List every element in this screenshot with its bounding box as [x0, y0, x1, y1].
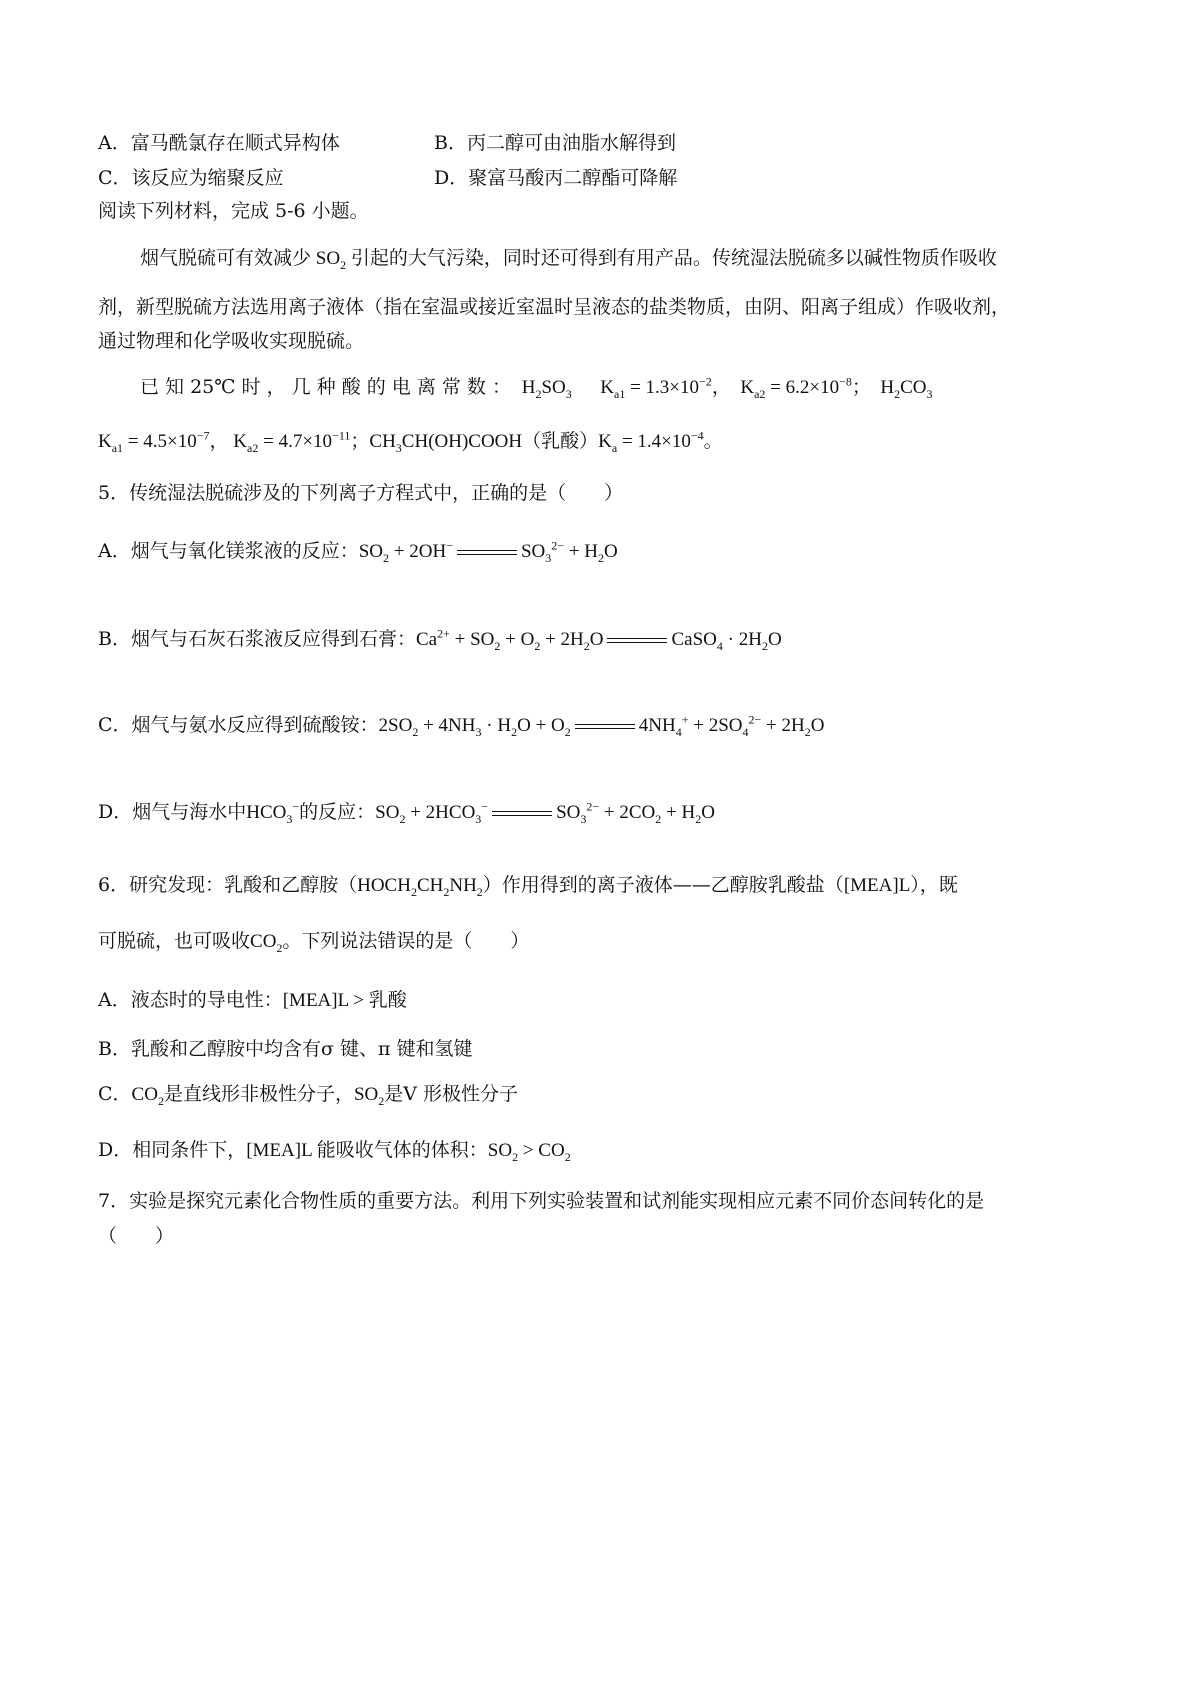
- q7-stem: 7．实验是探究元素化合物性质的重要方法。利用下列实验装置和试剂能实现相应元素不同价态间转化的是: [98, 1190, 985, 1212]
- formula-hco3: $HCO_3^-$: [246, 799, 300, 826]
- reading-intro: 阅读下列材料，完成 5-6 小题。: [98, 200, 369, 222]
- equation-d: $SO_2 + 2HCO_3^-$ $SO_3^{2-} + 2CO_2 + H_2O$: [375, 799, 715, 826]
- option-text: D．烟气与海水中: [98, 801, 247, 823]
- formula-co2: $CO_2$: [131, 1084, 164, 1108]
- separator: ；: [851, 376, 871, 398]
- stem-text: ），既: [910, 874, 958, 896]
- passage-text: 已 知 25℃ 时 ， 几 种 酸 的 电 离 常 数 ：: [140, 376, 511, 398]
- formula-so2: $SO_2$: [311, 248, 347, 272]
- q4-option-b: B．丙二醇可由油脂水解得到: [434, 132, 676, 154]
- q5-option-a: [98, 536, 618, 566]
- passage-text: 烟气脱硫可有效减少: [140, 247, 312, 269]
- option-text: 的反应：: [299, 801, 376, 823]
- passage-line-5: [98, 426, 723, 456]
- stem-text: 可脱硫，也可吸收: [98, 930, 251, 952]
- q4-option-d: D．聚富马酸丙二醇酯可降解: [434, 167, 678, 189]
- stem-text: 6．研究发现：乳酸和乙醇胺（: [98, 874, 358, 896]
- q5-option-c: [98, 710, 824, 740]
- formula-meal: [MEA]L: [246, 1140, 317, 1161]
- formula-volume-compare: $SO_2 > CO_2$: [487, 1140, 571, 1164]
- equation-c: $2SO_2 + 4NH_3 \cdot H_2O + O_2$ $4NH_4^+ + 2SO_4^{2-} + 2H_2O$: [378, 712, 825, 739]
- option-text: A．液态时的导电性：: [98, 989, 283, 1011]
- option-text: C．: [98, 1083, 132, 1105]
- option-text: A．烟气与氧化镁浆液的反应：: [98, 540, 359, 562]
- q6-option-d: [98, 1135, 571, 1165]
- q6-stem-line-2: [98, 926, 529, 956]
- option-text: B．烟气与石灰石浆液反应得到石膏：: [98, 628, 416, 650]
- formula-h2co3: $H_2CO_3$: [870, 377, 933, 401]
- option-text: C．烟气与氨水反应得到硫酸铵：: [98, 714, 379, 736]
- q5-option-d: [98, 797, 715, 827]
- q7-paren: （ ）: [98, 1225, 175, 1247]
- formula-mea: $HOCH_2CH_2NH_2$: [357, 875, 483, 899]
- equation-a: $SO_2 + 2OH^-$ $SO_3^{2-} + H_2O$: [358, 538, 618, 565]
- formula-ka2-h2so3: $K_{a2} = 6.2\times 10^{-8}$: [730, 374, 852, 401]
- q6-option-a: [98, 985, 407, 1012]
- q5-stem: 5．传统湿法脱硫涉及的下列离子方程式中，正确的是（ ）: [98, 482, 624, 504]
- option-text: 能吸收气体的体积：: [316, 1139, 488, 1161]
- formula-meal-compare: [MEA]L >: [282, 990, 369, 1011]
- formula-ka-lactic: $K_a = 1.4\times 10^{-4}$: [598, 428, 704, 455]
- option-text: 乳酸: [368, 989, 407, 1011]
- formula-ka1-h2co3: $K_{a1} = 4.5\times 10^{-7}$: [98, 428, 210, 455]
- formula-so2: $SO_2$: [353, 1084, 385, 1108]
- separator: ；: [350, 430, 370, 452]
- stem-text: 。下列说法错误的是（ ）: [282, 930, 530, 952]
- q4-option-a: A．富马酰氯存在顺式异构体: [98, 132, 340, 154]
- passage-line-4: [140, 372, 933, 402]
- option-text: 是直线形非极性分子，: [163, 1083, 354, 1105]
- separator: ，: [711, 376, 731, 398]
- equation-b: $Ca^{2+} + SO_2 + O_2 + 2H_2O$ CaSO$_4$ · $2H_2O$: [415, 626, 782, 653]
- formula-lactic: $CH_3CH(OH)COOH$: [369, 431, 523, 455]
- separator: ，: [209, 430, 229, 452]
- passage-line-2: 剂，新型脱硫方法选用离子液体（指在室温或接近室温时呈液态的盐类物质，由阴、阳离子组成）作吸收剂，: [98, 296, 1011, 318]
- q6-option-b: B．乳酸和乙醇胺中均含有σ 键、π 键和氢键: [98, 1038, 473, 1060]
- formula-meal: [MEA]L: [843, 875, 911, 896]
- separator: 。: [703, 430, 723, 452]
- passage-line-1: [140, 243, 997, 273]
- passage-text: 引起的大气污染，同时还可得到有用产品。传统湿法脱硫多以碱性物质作吸收: [350, 247, 997, 269]
- stem-text: ）作用得到的离子液体——乙醇胺乳酸盐（: [482, 874, 844, 896]
- q6-option-c: [98, 1079, 518, 1109]
- formula-co2: $CO_2$: [250, 931, 283, 955]
- q5-option-b: [98, 624, 782, 654]
- formula-ka2-h2co3: $K_{a2} = 4.7\times 10^{-11}$: [228, 428, 351, 455]
- q4-option-c: C．该反应为缩聚反应: [98, 167, 284, 189]
- lactic-label: （乳酸）: [522, 430, 599, 452]
- option-text: D．相同条件下，: [98, 1139, 247, 1161]
- formula-h2so3: $H_2SO_3$ $K_{a1} = 1.3\times 10^{-2}$: [517, 374, 712, 401]
- option-text: 是V 形极性分子: [384, 1083, 519, 1105]
- q6-stem-line-1: [98, 870, 958, 900]
- passage-line-3: 通过物理和化学吸收实现脱硫。: [98, 330, 365, 352]
